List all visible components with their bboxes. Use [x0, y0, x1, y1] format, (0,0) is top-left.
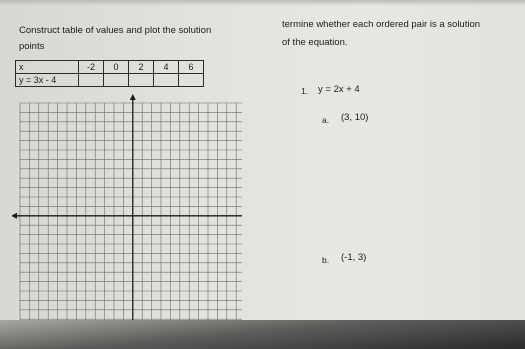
x-value-cell: 0 — [104, 61, 129, 74]
bottom-shadow — [0, 320, 525, 349]
table-row-x — [16, 61, 204, 74]
y-value-cell-empty — [104, 74, 129, 87]
left-instructions-line1: Construct table of values and plot the solution — [19, 25, 212, 36]
axes — [12, 94, 242, 323]
y-value-cell-empty — [129, 74, 154, 87]
right-instructions-line1: termine whether each ordered pair is a solution — [282, 19, 481, 30]
x-value-cell: 2 — [129, 61, 154, 74]
equation: y = 2x + 4 — [318, 84, 360, 95]
part-b-label: b. — [322, 255, 330, 265]
left-instructions-line2: points — [19, 41, 45, 52]
top-shadow — [0, 0, 525, 6]
y-value-cell-empty — [179, 74, 204, 87]
y-value-cell-empty — [79, 74, 104, 87]
grid-lines — [20, 103, 242, 323]
y-value-cell-empty — [154, 74, 179, 87]
x-axis-arrow-left — [12, 213, 17, 219]
part-a-pair: (3, 10) — [341, 112, 369, 123]
y-axis-arrow-up — [130, 94, 136, 100]
table-row-y — [16, 74, 204, 87]
table-of-values — [15, 60, 204, 87]
x-value-cell: 6 — [179, 61, 204, 74]
x-label-cell: x — [16, 61, 79, 74]
part-b-pair: (-1, 3) — [341, 252, 367, 263]
part-a-label: a. — [322, 115, 330, 125]
x-value-cell: -2 — [79, 61, 104, 74]
x-value-cell: 4 — [154, 61, 179, 74]
coordinate-grid — [12, 93, 242, 323]
problem-number: 1. — [301, 86, 309, 96]
y-label-cell: y = 3x - 4 — [16, 74, 79, 87]
right-instructions-line2: of the equation. — [282, 37, 348, 48]
